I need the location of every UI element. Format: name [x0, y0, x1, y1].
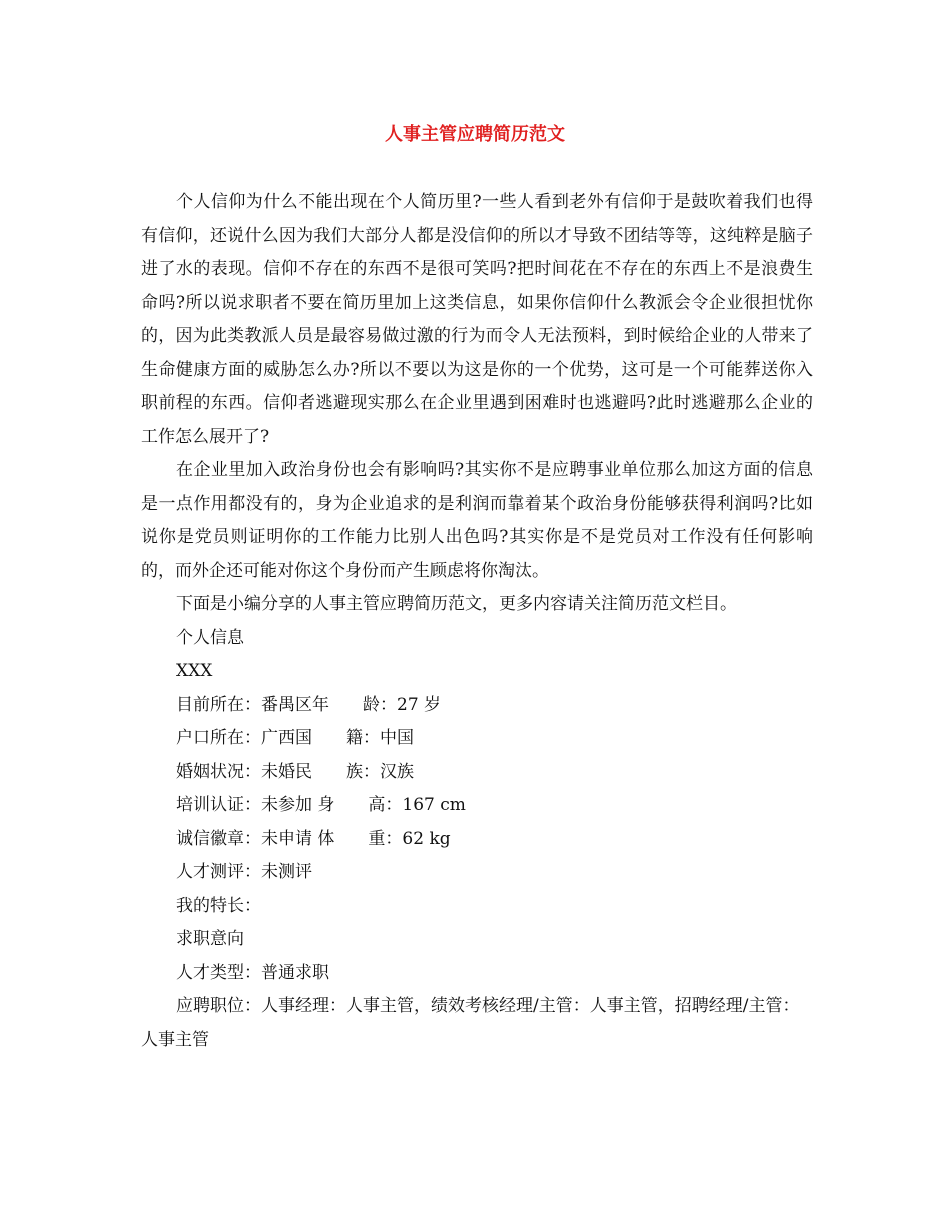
- name-value: XXX: [176, 661, 213, 681]
- document-title: 人事主管应聘简历范文: [385, 124, 565, 145]
- document-body: [141, 186, 813, 1057]
- paragraph-politics: 在企业里加入政治身份也会有影响吗?其实你不是应聘事业单位那么加这方面的信息是一点作用都没有的，身为企业追求的是利润而靠着某个政治身份能够获得利润吗?比如说你是党员则证明你的工作能力比别人出色吗?其实你是不是党员对工作没有任何影响的，而外企还可能对你这个身份而产生顾虑将你淘汰。: [141, 460, 813, 581]
- section-heading-personal-info: 个人信息: [176, 627, 244, 648]
- info-line-applied-positions: 应聘职位：人事经理：人事主管，绩效考核经理/主管：人事主管，招聘经理/主管：人事主管: [141, 996, 800, 1050]
- info-line-marital-ethnicity: 婚姻状况：未婚民 族：汉族: [176, 761, 414, 782]
- info-line-location-age: 目前所在：番禺区年 龄：27 岁: [176, 694, 442, 715]
- info-line-talent-type: 人才类型：普通求职: [176, 962, 329, 983]
- section-heading-job-intention: 求职意向: [176, 929, 244, 949]
- info-line-training-height: 培训认证：未参加 身 高：167 cm: [176, 795, 466, 815]
- info-line-assessment: 人才测评：未测评: [176, 862, 312, 882]
- info-line-hukou-nationality: 户口所在：广西国 籍：中国: [176, 728, 414, 748]
- info-line-badge-weight: 诚信徽章：未申请 体 重：62 kg: [176, 828, 451, 849]
- info-line-specialty: 我的特长：: [176, 895, 261, 916]
- paragraph-religion: 个人信仰为什么不能出现在个人简历里?一些人看到老外有信仰于是鼓吹着我们也得有信仰，还说什么因为我们大部分人都是没信仰的所以才导致不团结等等，这纯粹是脑子进了水的表现。信仰不存在的东西不是很可笑吗?把时间花在不存在的东西上不是浪费生命吗?所以说求职者不要在简历里加上这类信息，如果你信仰什么教派会令企业很担忧你的，因为此类教派人员是最容易做过激的行为而令人无法预料，到时候给企业的人带来了生命健康方面的威胁怎么办?所以不要以为这是你的一个优势，这可是一个可能葬送你入职前程的东西。信仰者逃避现实那么在企业里遇到困难时也逃避吗?此时逃避那么企业的工作怎么展开了?: [141, 192, 813, 447]
- paragraph-intro: 下面是小编分享的人事主管应聘简历范文，更多内容请关注简历范文栏目。: [176, 594, 737, 614]
